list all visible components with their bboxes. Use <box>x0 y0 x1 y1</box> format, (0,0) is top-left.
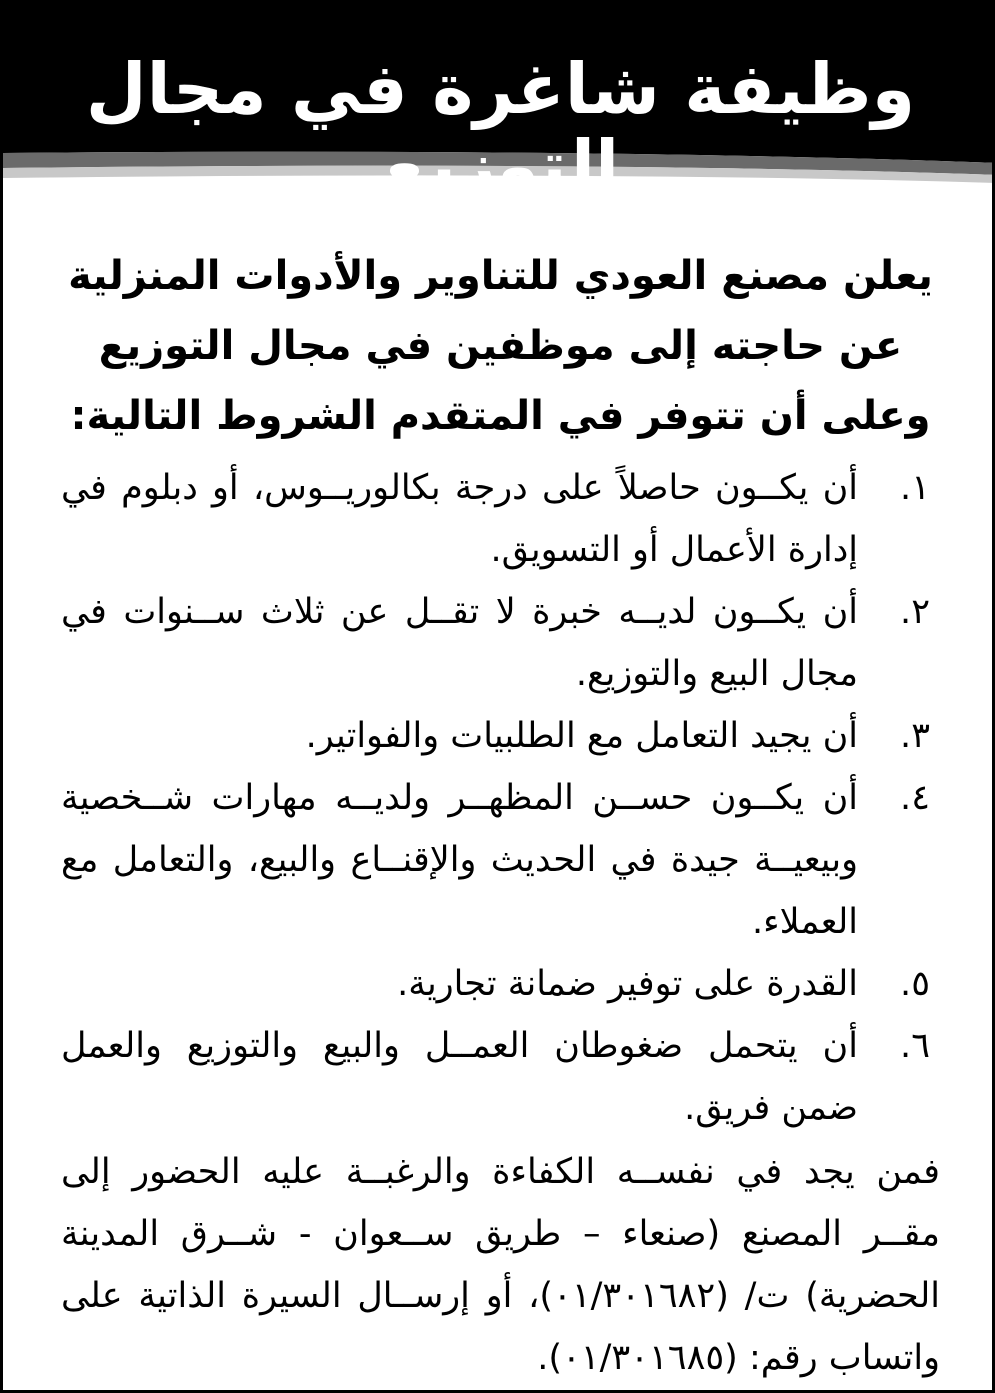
item-text: أن يتحمل ضغوطان العمــل والبيع والتوزيع والعمل ضمن فريق. <box>61 1026 858 1128</box>
intro-paragraph: يعلن مصنع العودي للتناوير والأدوات المنزلية عن حاجته إلى موظفين في مجال التوزيع وعلى أن تتوفر في المتقدم الشروط التالية: <box>68 253 933 439</box>
item-text: أن يكــون حاصلاً على درجة بكالوريــوس، أو دبلوم في إدارة الأعمال أو التسويق. <box>61 468 858 570</box>
list-item <box>61 953 940 1015</box>
requirements-list <box>61 457 940 1139</box>
list-item <box>61 767 940 953</box>
item-text: أن يكــون حســن المظهــر ولديــه مهارات شــخصية وبيعيــة جيدة في الحديث والإقنــاع والبيع، والتعامل مع العملاء. <box>61 778 858 942</box>
item-number: ٢. <box>900 592 930 632</box>
item-number: ٥. <box>900 964 930 1004</box>
item-text: القدرة على توفير ضمانة تجارية. <box>397 964 858 1004</box>
item-number: ٦. <box>900 1026 930 1066</box>
item-text: أن يكــون لديــه خبرة لا تقــل عن ثلاث ســنوات في مجال البيع والتوزيع. <box>61 592 858 694</box>
page-title: وظيفة شاغرة في مجال التوزيع <box>85 48 916 207</box>
content-body <box>61 241 940 1389</box>
list-item <box>61 1015 940 1139</box>
item-text: أن يجيد التعامل مع الطلبيات والفواتير. <box>305 716 858 756</box>
item-number: ١. <box>900 468 930 508</box>
list-item <box>61 581 940 705</box>
list-item <box>61 457 940 581</box>
list-item <box>61 705 940 767</box>
closing-paragraph: فمن يجد في نفســه الكفاءة والرغبــة عليه الحضور إلى مقــر المصنع (صنعاء – طريق ســعوان - شــرق المدينة الحضرية) ت/ (٠١/٣٠١٦٨٢)، أو إرســال السيرة الذاتية على واتساب رقم: (٠١/٣٠١٦٨٥). <box>61 1152 940 1378</box>
header-band <box>3 3 995 207</box>
item-number: ٣. <box>900 716 930 756</box>
item-number: ٤. <box>900 778 930 818</box>
